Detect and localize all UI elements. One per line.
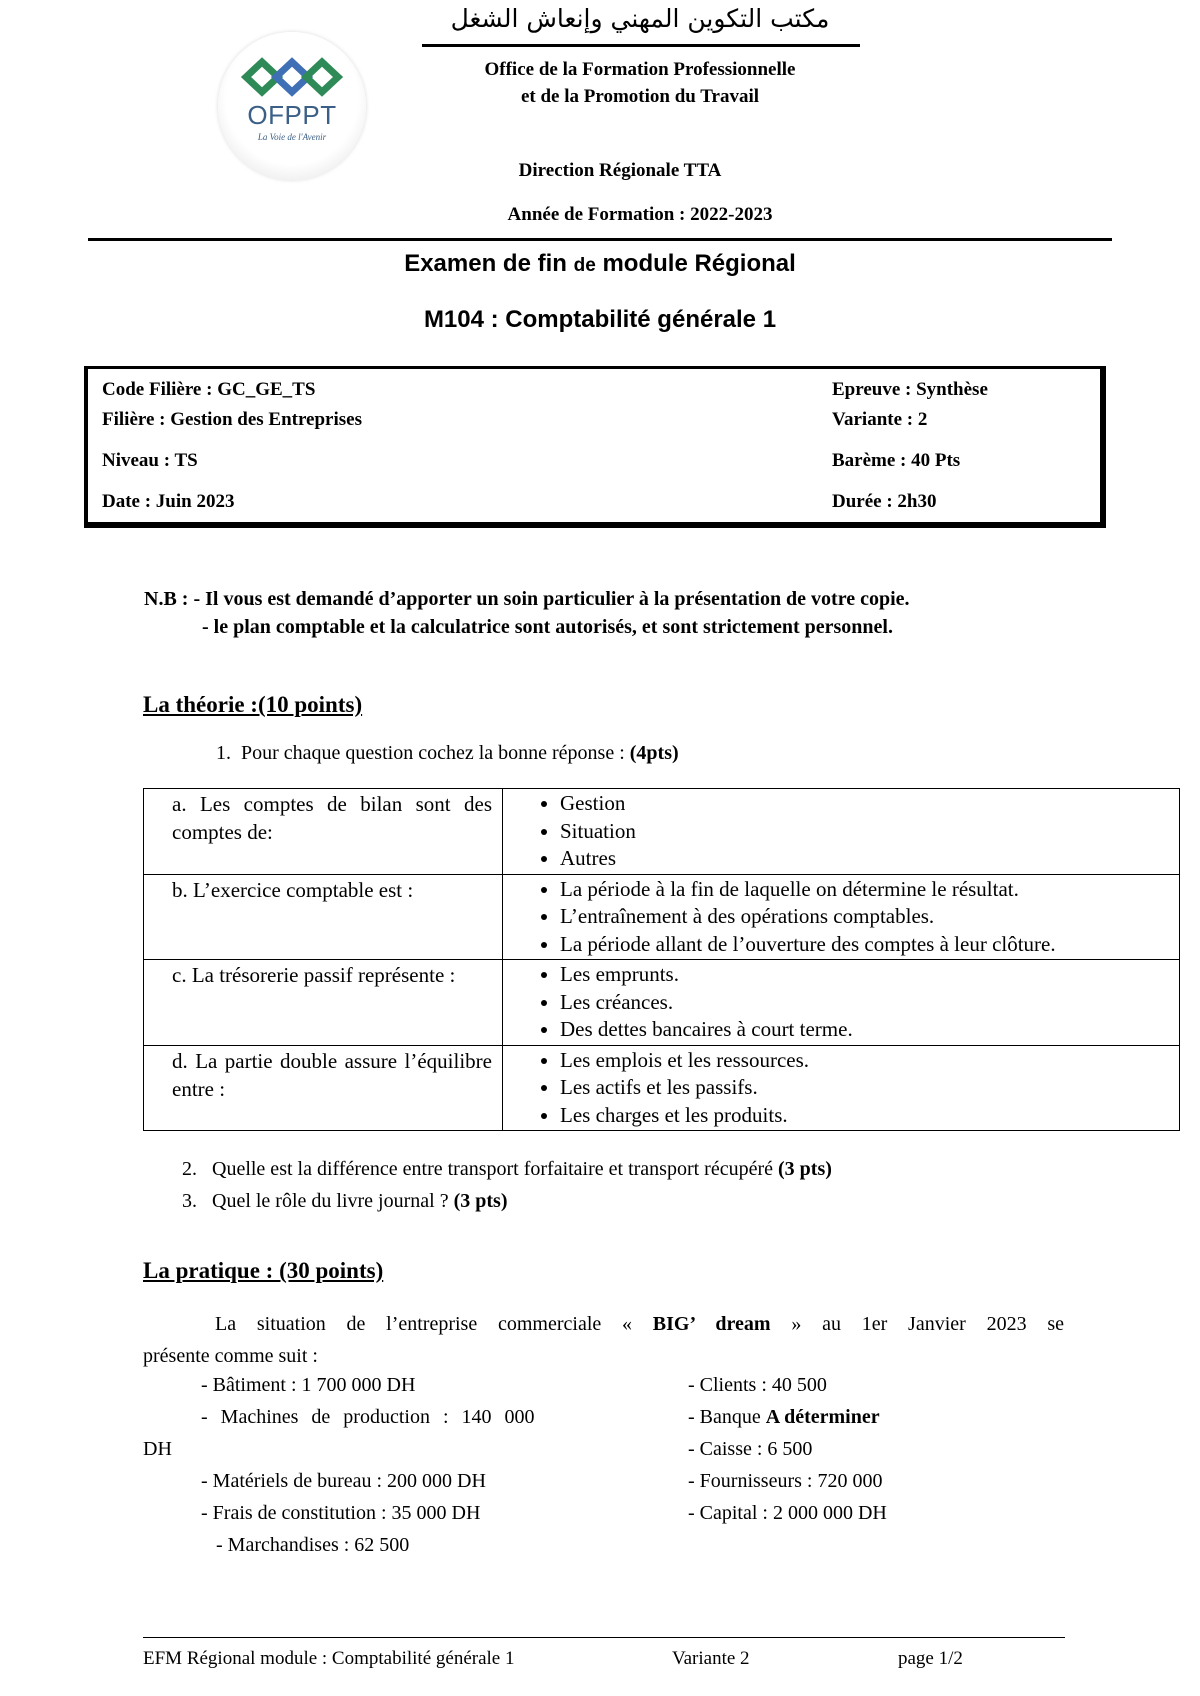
item-clients: - Clients : 40 500 xyxy=(688,1374,827,1396)
logo-wordmark: OFPPT xyxy=(247,100,337,130)
qcm-table xyxy=(143,788,1180,1131)
qcm-question: b. L’exercice comptable est : xyxy=(144,874,503,960)
variante: Variante : 2 xyxy=(832,409,928,430)
qcm-option[interactable]: • Gestion xyxy=(560,790,1179,818)
item-machines-unit: DH xyxy=(143,1438,172,1460)
qcm-option[interactable]: • Situation xyxy=(560,818,1179,846)
arabic-title: مكتب التكوين المهني وإنعاش الشغل xyxy=(450,4,830,33)
exam-title: Examen de fin de module Régional xyxy=(404,250,796,277)
pratique-heading: La pratique : (30 points) xyxy=(143,1258,384,1283)
item-marchandises: - Marchandises : 62 500 xyxy=(216,1534,410,1556)
ofppt-logo xyxy=(218,32,366,180)
theorie-heading: La théorie :(10 points) xyxy=(143,692,363,717)
logo-mark-icon xyxy=(240,56,344,98)
qcm-option[interactable]: • Les emplois et les ressources. xyxy=(560,1047,1179,1075)
question-1: 1. Pour chaque question cochez la bonne réponse : (4pts) xyxy=(216,742,679,764)
qcm-option[interactable]: • Les emprunts. xyxy=(560,961,1179,989)
qcm-question: a. Les comptes de bilan sont des comptes de: xyxy=(144,789,503,875)
item-fournisseurs: - Fournisseurs : 720 000 xyxy=(688,1470,883,1492)
nb-line-2: - le plan comptable et la calculatrice sont autorisés, et sont strictement personnel. xyxy=(202,616,893,638)
footer-variante: Variante 2 xyxy=(672,1648,750,1669)
office-name xyxy=(420,56,860,110)
qcm-option[interactable]: • Des dettes bancaires à court terme. xyxy=(560,1016,1179,1044)
exam-date: Date : Juin 2023 xyxy=(102,491,235,512)
filiere: Filière : Gestion des Entreprises xyxy=(102,409,362,430)
item-capital: - Capital : 2 000 000 DH xyxy=(688,1502,887,1524)
logo-motto: La Voie de l'Avenir xyxy=(257,132,327,142)
qcm-option[interactable]: • L’entraînement à des opérations comptables. xyxy=(560,903,1179,931)
qcm-option[interactable]: • Les actifs et les passifs. xyxy=(560,1074,1179,1102)
table-row xyxy=(144,1045,1180,1131)
code-filiere: Code Filière : GC_GE_TS xyxy=(102,379,316,400)
office-line-2: et de la Promotion du Travail xyxy=(520,86,760,107)
item-frais: - Frais de constitution : 35 000 DH xyxy=(201,1502,481,1524)
bareme: Barème : 40 Pts xyxy=(832,450,961,471)
item-materiels: - Matériels de bureau : 200 000 DH xyxy=(201,1470,486,1492)
nb-line-1: N.B : - Il vous est demandé d’apporter un soin particulier à la présentation de votre copie. xyxy=(144,588,910,610)
office-line-1: Office de la Formation Professionnelle xyxy=(484,59,796,80)
table-row xyxy=(144,960,1180,1046)
qcm-option[interactable]: • Les charges et les produits. xyxy=(560,1102,1179,1130)
table-row xyxy=(144,874,1180,960)
nb-note xyxy=(144,585,1064,641)
intro-line-2: présente comme suit : xyxy=(143,1345,318,1367)
footer-page-number: page 1/2 xyxy=(898,1648,963,1669)
qcm-option[interactable]: • La période à la fin de laquelle on détermine le résultat. xyxy=(560,876,1179,904)
direction-regionale: Direction Régionale TTA xyxy=(518,160,722,181)
footer-module: EFM Régional module : Comptabilité générale 1 xyxy=(143,1648,515,1669)
duree: Durée : 2h30 xyxy=(832,491,937,512)
niveau: Niveau : TS xyxy=(102,450,198,471)
item-batiment: - Bâtiment : 1 700 000 DH xyxy=(201,1374,416,1396)
qcm-option[interactable]: • La période allant de l’ouverture des comptes à leur clôture. xyxy=(560,931,1179,959)
main-divider xyxy=(88,238,1112,241)
table-row xyxy=(144,789,1180,875)
qcm-question: c. La trésorerie passif représente : xyxy=(144,960,503,1046)
question-2: 2. Quelle est la différence entre transport forfaitaire et transport récupéré (3 pts) xyxy=(182,1158,832,1180)
qcm-option[interactable]: • Les créances. xyxy=(560,989,1179,1017)
annee-formation: Année de Formation : 2022-2023 xyxy=(507,204,773,225)
epreuve: Epreuve : Synthèse xyxy=(832,379,988,400)
question-3: 3. Quel le rôle du livre journal ? (3 pts) xyxy=(182,1190,508,1212)
module-title: M104 : Comptabilité générale 1 xyxy=(423,306,777,333)
item-machines: - Machines de production : 140 000 xyxy=(201,1406,535,1428)
item-banque: - Banque A déterminer xyxy=(688,1406,880,1428)
exam-info-box xyxy=(84,366,1106,528)
item-caisse: - Caisse : 6 500 xyxy=(688,1438,813,1460)
qcm-question: d. La partie double assure l’équilibre entre : xyxy=(144,1045,503,1131)
footer-divider xyxy=(143,1637,1065,1638)
header-divider xyxy=(422,44,860,47)
intro-line-1: La situation de l’entreprise commerciale « BIG’ dream » au 1er Janvier 2023 se xyxy=(215,1313,1064,1335)
pratique-intro xyxy=(143,1308,1064,1372)
qcm-option[interactable]: • Autres xyxy=(560,845,1179,873)
